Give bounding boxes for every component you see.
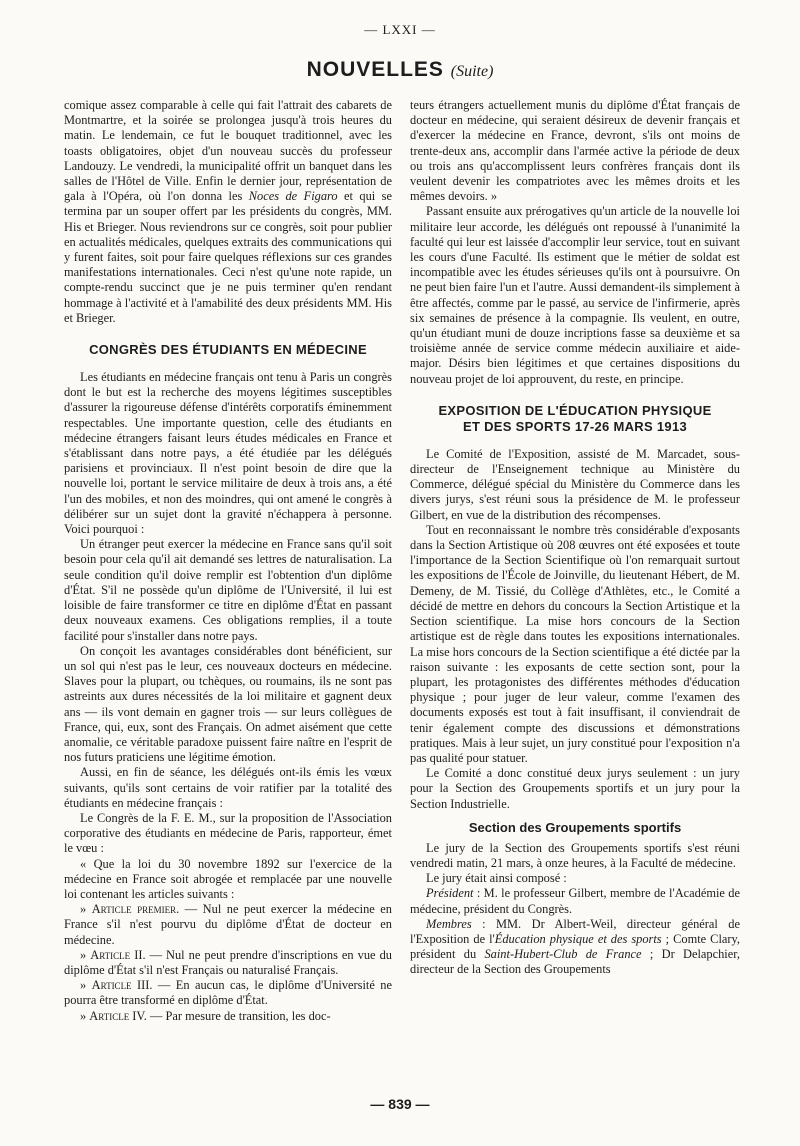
- paragraph: teurs étrangers actuellement munis du diplôme d'État français de docteur en médecine, qui seraient désireux de devenir français et d'exercer la médecine en France, devront, s'ils ont moins de trente-deux ans, accomplir dans l'armée active la période de deux ou trois ans qu'accomplissent leurs confrères français dont ils veulent devenir les compatriotes avec les mêmes droits et les mêmes devoirs. »: [410, 98, 740, 204]
- paragraph: Aussi, en fin de séance, les délégués ont-ils émis les vœux suivants, qu'ils sont certains de voir ratifier par la totalité des étudiants en médecine français :: [64, 765, 392, 810]
- paragraph: Le Congrès de la F. E. M., sur la proposition de l'Association corporative des étudiants en médecine de Paris, rapporteur, émet le vœu :: [64, 810, 392, 856]
- paragraph: Président : M. le professeur Gilbert, membre de l'Académie de médecine, président du Congrès.: [410, 886, 740, 916]
- paragraph: Les étudiants en médecine français ont tenu à Paris un congrès dont le but est la recherche des moyens légitimes susceptibles d'assurer la rigoureuse défense d'intérêts corporatifs éminemment respectables. Une importante question, celle des étudiants en médecine étrangers faisant leurs études médicales en France et s'établissant dans notre pays, a été étudiée par les délégués parisiens et provinciaux. Il n'est point besoin de dire que la nouvelle loi, portant le service militaire de deux à trois ans, a été l'un des mobiles, et non des moindres, qui ont amené le congrès à délibérer sur un sujet dont la gravité n'échappera à personne. Voici pourquoi :: [64, 370, 392, 537]
- article: » Article II. — Nul ne peut prendre d'inscriptions en vue du diplôme d'État s'il n'est Français ou naturalisé Français.: [64, 947, 392, 977]
- title-suffix: (Suite): [450, 63, 494, 80]
- page-number: — 839 —: [370, 1096, 430, 1112]
- article: » Article III. — En aucun cas, le diplôme d'Université ne pourra être transformé en diplôme d'État.: [64, 978, 392, 1008]
- paragraph: Membres : MM. Dr Albert-Weil, directeur général de l'Exposition de l'Éducation physique et des sports ; Comte Clary, président du Saint-Hubert-Club de France ; Dr Delapchier, directeur de la Section des Groupements: [410, 916, 740, 977]
- paragraph: On conçoit les avantages considérables dont bénéficient, sur un sol qui n'est pas le leur, ces nouveaux docteurs en médecine. Slaves pour la plupart, ou tchèques, ou roumains, ils ne sont pas astreints aux dures nécessités de la loi militaire et gagnent deux ans — ils vont demain en gagner trois — sur leurs collègues de France, qui, eux, sont des Français. On admet aisément que cette anomalie, ce véritable paradoxe puissent faire naître en l'esprit de nos futurs praticiens une légitime émotion.: [64, 643, 392, 765]
- paragraph: Tout en reconnaissant le nombre très considérable d'exposants dans la Section Artistique où 208 œuvres ont été exposées et toute l'importance de la Section Scientifique où l'on remarquait surtout les expositions de l'École de Joinville, du lieutenant Hébert, de M. Demeny, de M. Tissié, du Collège d'Athlètes, etc., le Comité a décidé de mettre en dehors du concours la Section Artistique et la Section scientifique. La mise hors concours de la Section artistique est de règle dans toutes les expositions internationales. La mise hors concours de la Section scientifique a été dictée par la raison suivante : les exposants de cette section sont, pour la plupart, les protagonistes des différentes méthodes d'éducation physique ; pour juger de leur valeur, comme l'examen des documents exposés est tout à fait insuffisant, il conviendrait de tenir également compte des discussions et démonstrations pratiques. Mais à leur sujet, un jury constitué pour l'exposition n'a pas qualité pour statuer.: [410, 522, 740, 765]
- paragraph: Le Comité de l'Exposition, assisté de M. Marcadet, sous-directeur de l'Enseignement technique au Ministère du Commerce, délégué spécial du Ministère du Commerce dans les divers jurys, s'est réuni sous la présidence de M. le professeur Gilbert, en vue de la distribution des récompenses.: [410, 446, 740, 522]
- paragraph: « Que la loi du 30 novembre 1892 sur l'exercice de la médecine en France soit abrogée et remplacée par une nouvelle loi contenant les articles suivants :: [64, 856, 392, 901]
- subsection-heading: Section des Groupements sportifs: [468, 819, 682, 835]
- left-column: [64, 98, 392, 1024]
- paragraph: Un étranger peut exercer la médecine en France sans qu'il soit besoin pour cela qu'il ait demandé ses lettres de naturalisation. La seule condition qu'il doive remplir est l'obtention d'un diplôme d'État. S'il ne possède qu'un diplôme de l'Université, il lui est loisible de faire transformer ce titre en diplôme d'État en passant deux nouveaux examens. Ces obligations remplies, il a toute facilité pour s'installer dans notre pays.: [64, 537, 392, 643]
- right-column: [410, 98, 740, 978]
- paragraph: Le jury était ainsi composé :: [426, 871, 567, 886]
- paragraph: Passant ensuite aux prérogatives qu'un article de la nouvelle loi militaire leur accorde, les délégués ont repoussé à l'unanimité la faculté qui leur est laissée d'accomplir leur service, tout en suivant les cours d'une Faculté. Ils estiment que le métier de soldat est incompatible avec les études sérieuses qu'ils ont à poursuivre. On ne peut bien faire l'un et l'autre. Aussi demandent-ils simplement à être affectés, comme par le passé, au service de l'infirmerie, après six semaines de présence à la compagnie. Ils veulent, en outre, qu'un étudiant muni de douze incriptions fasse sa deuxième et sa troisième année de service comme médecin auxiliaire et aide-major. Désirs bien légitimes et que certaines dispositions du nouveau projet de loi approuvent, du reste, en principe.: [410, 204, 740, 386]
- paragraph: Le Comité a donc constitué deux jurys seulement : un jury pour la Section des Groupements sportifs et un jury pour la Section Industrielle.: [410, 766, 740, 811]
- page-title: [0, 58, 800, 82]
- section-heading-congres: CONGRÈS DES ÉTUDIANTS EN MÉDECINE: [89, 342, 367, 358]
- article: » Article premier. — Nul ne peut exercer la médecine en France s'il n'est pourvu du diplôme d'État de docteur en médecine.: [64, 902, 392, 947]
- title-text: NOUVELLES: [306, 58, 444, 81]
- paragraph: comique assez comparable à celle qui fait l'attrait des cabarets de Montmartre, et la soirée se prolongea jusqu'à trois heures du matin. Le lendemain, ce fut le bouquet traditionnel, avec les toasts obligatoires, objet d'un nouveau succès du professeur Landouzy. Le vendredi, la municipalité offrit un banquet dans les salles de l'Hôtel de Ville. Enfin le dernier jour, représentation de gala à l'Opéra, où l'on donna les Noces de Figaro et qui se termina par un souper offert par les présidents du congrès, MM. His et Brieger. Nous reviendrons sur ce congrès, soit pour publier en actualités médicales, quelques extraits des communications qui y furent faites, soit pour faire quelques réflexions sur ces grandes manifestations internationales. Ceci n'est qu'une note rapide, un compte-rendu succinct que je ne puis terminer qu'en rendant hommage à l'activité et à l'amabilité des deux présidents MM. His et Brieger.: [64, 98, 392, 325]
- article: » Article IV. — Par mesure de transition, les doc-: [80, 1008, 331, 1023]
- section-heading-exposition: EXPOSITION DE L'ÉDUCATION PHYSIQUE ET DES SPORTS 17-26 MARS 1913: [438, 402, 712, 434]
- running-head: — LXXI —: [364, 22, 436, 37]
- paragraph: Le jury de la Section des Groupements sportifs s'est réuni vendredi matin, 21 mars, à onze heures, à la Faculté de médecine.: [410, 840, 740, 870]
